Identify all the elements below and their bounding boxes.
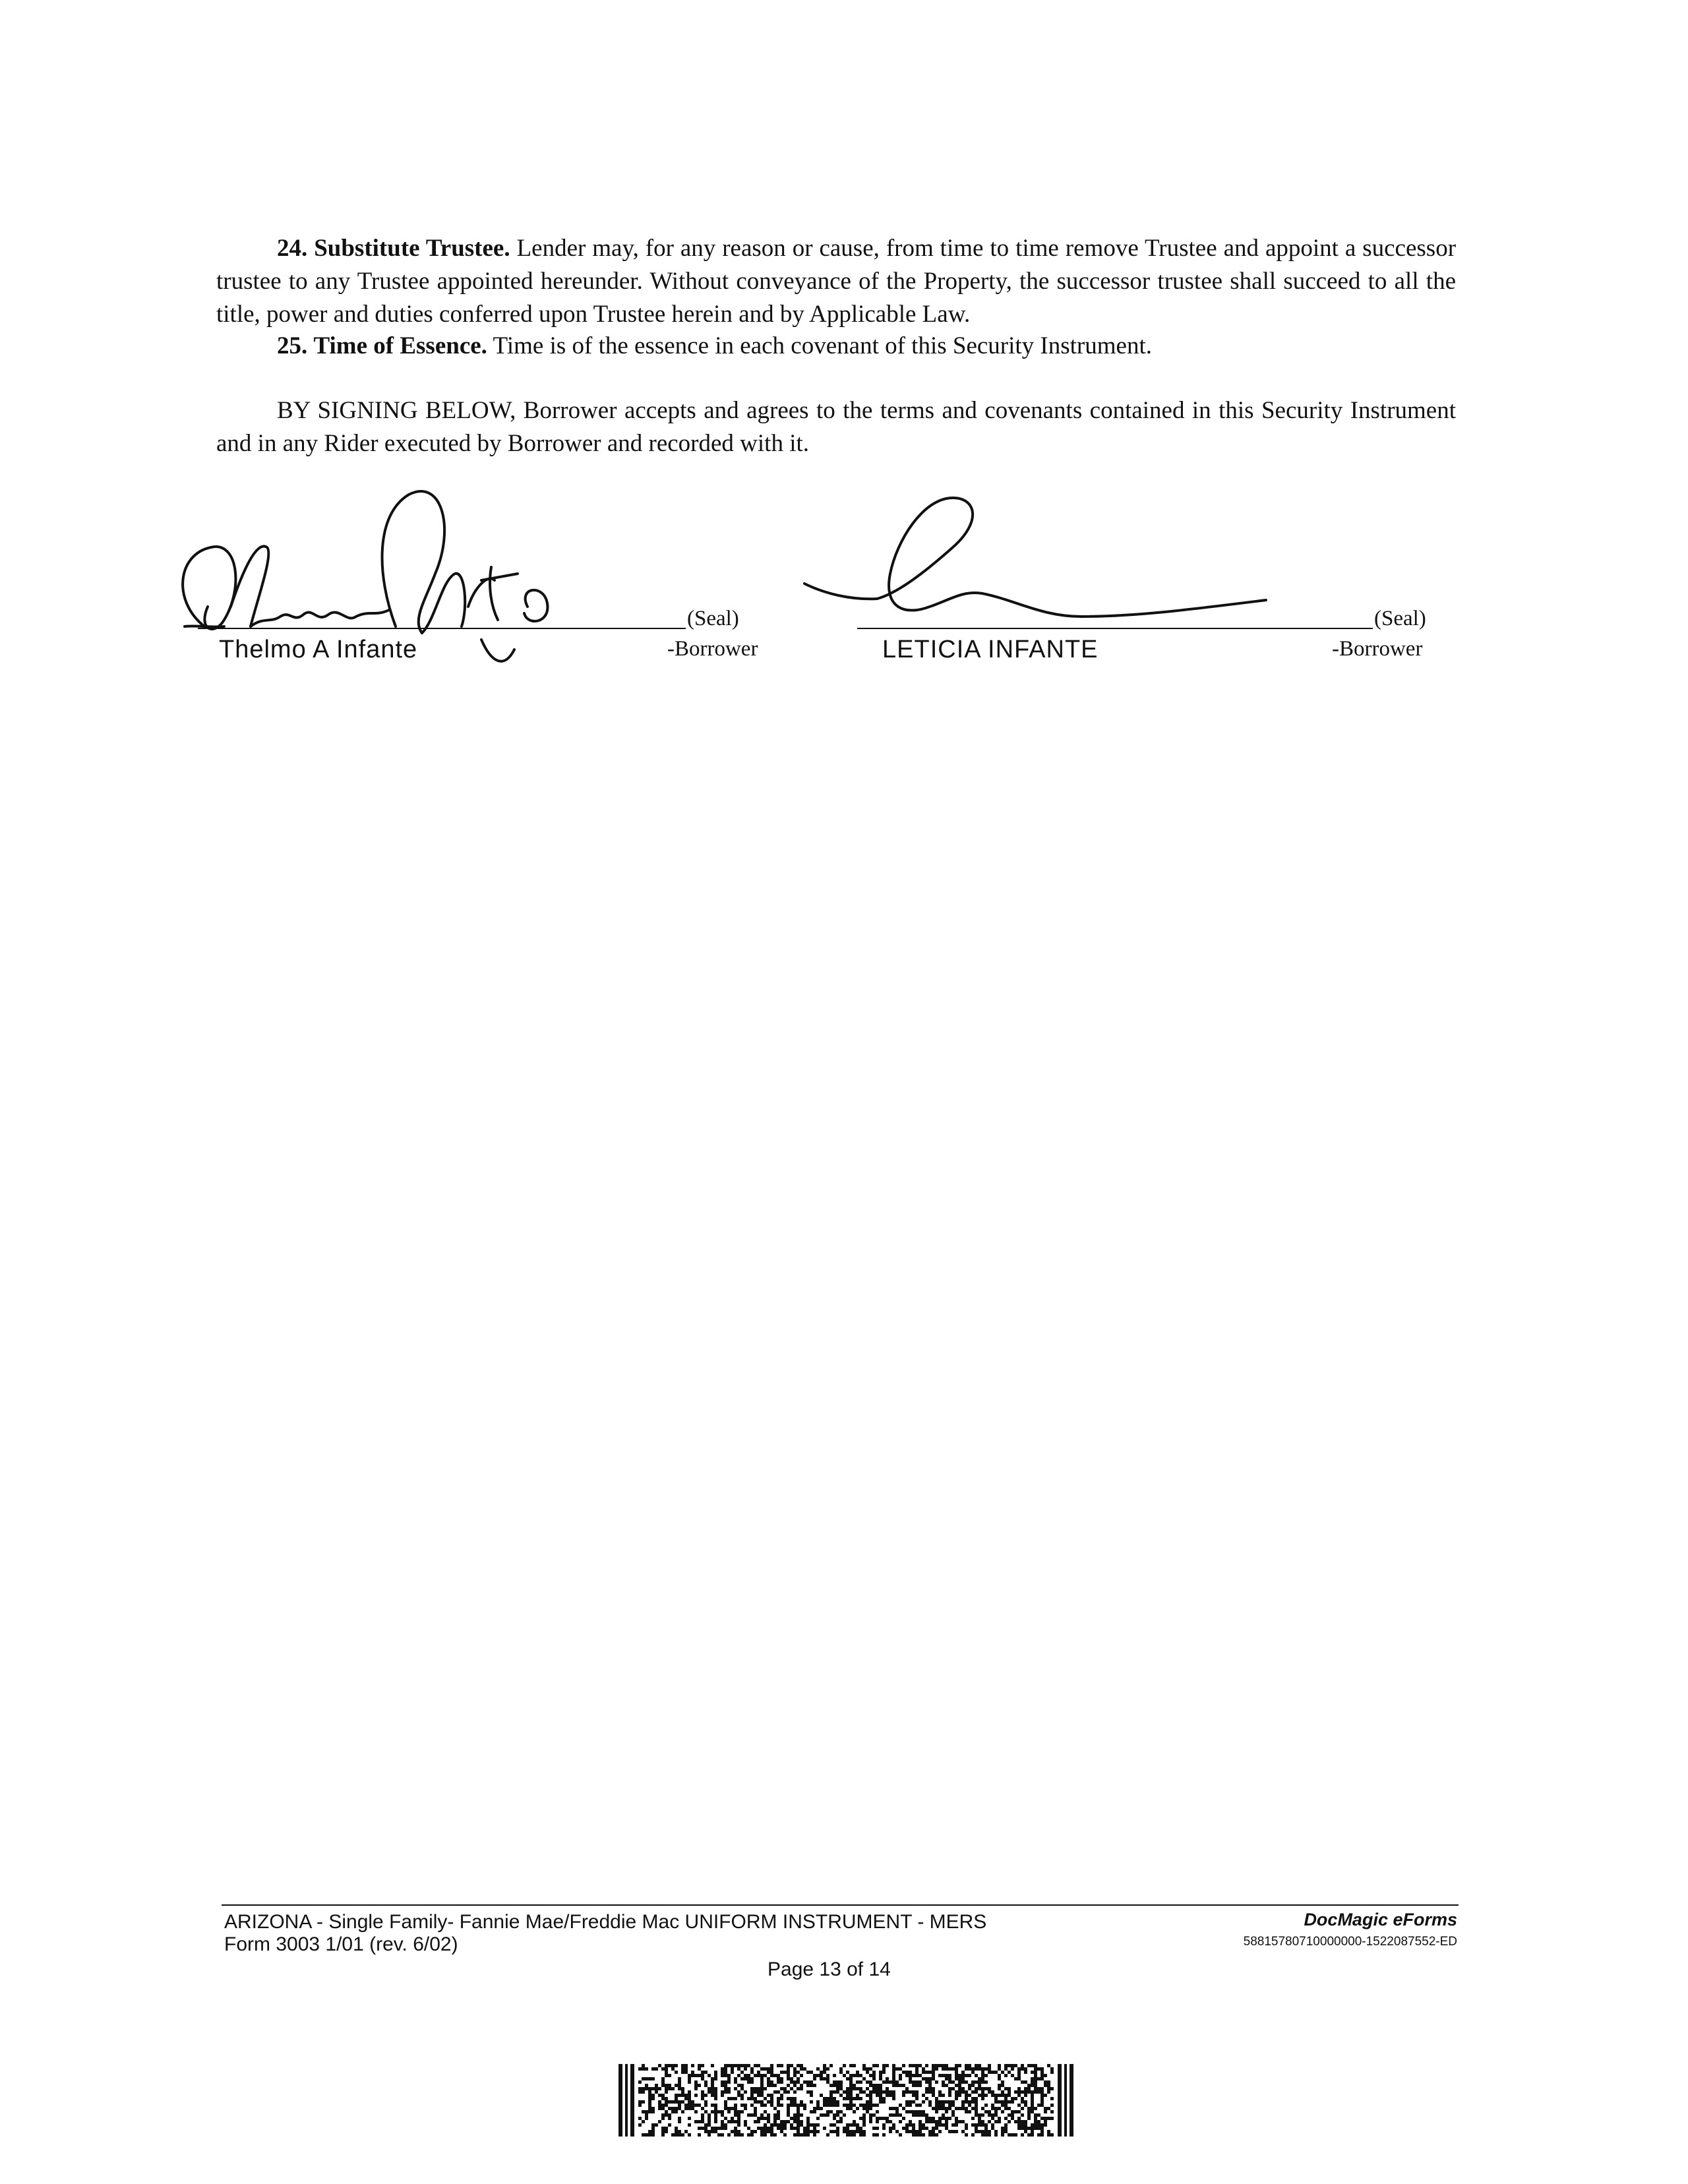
signing-statement-text: BY SIGNING BELOW, Borrower accepts and agrees to the terms and covenants contained in this Security Instrument and in any Rider executed by Borrower and recorded with it. (216, 397, 1456, 457)
section-24-text: Lender may, for any reason or cause, from time to time remove Trustee and appoint a successor trustee to any Trustee appointed hereunder. Without conveyance of the Property, the successor trustee shall succeed to all the title, power and duties conferred upon Trustee herein and by Applicable Law. (216, 235, 1457, 328)
borrower-role-2: -Borrower (1332, 637, 1423, 661)
seal-label-1: (Seal) (687, 607, 739, 630)
footer-rule (222, 1904, 1459, 1906)
docmagic-logo: DocMagic eForms (1304, 1910, 1457, 1929)
borrower-name-2: LETICIA INFANTE (882, 636, 1099, 663)
signing-statement (216, 394, 1456, 460)
signature-line-1 (198, 628, 686, 629)
section-25-number: 25. (277, 332, 308, 359)
borrower-name-1: Thelmo A Infante (219, 636, 418, 663)
section-25-paragraph (216, 330, 1456, 363)
section-25-heading: Time of Essence. (313, 332, 487, 359)
section-24-number: 24. (277, 235, 308, 262)
signature-block-borrower-1 (158, 475, 778, 673)
page-number: Page 13 of 14 (768, 1958, 891, 1980)
document-id: 58815780710000000-1522087552-ED (1243, 1935, 1457, 1949)
section-25-text: Time is of the essence in each covenant of this Security Instrument. (493, 332, 1152, 359)
section-24-heading: Substitute Trustee. (314, 235, 510, 262)
borrower-role-1: -Borrower (667, 637, 758, 661)
section-24-paragraph (216, 232, 1456, 331)
barcode (618, 2064, 1073, 2137)
seal-label-2: (Seal) (1374, 607, 1426, 630)
footer-form-title: ARIZONA - Single Family- Fannie Mae/Freddie Mac UNIFORM INSTRUMENT - MERS (224, 1911, 987, 1933)
footer-form-number: Form 3003 1/01 (rev. 6/02) (224, 1933, 458, 1955)
signature-block-borrower-2 (765, 475, 1451, 673)
signature-line-2 (857, 628, 1373, 629)
